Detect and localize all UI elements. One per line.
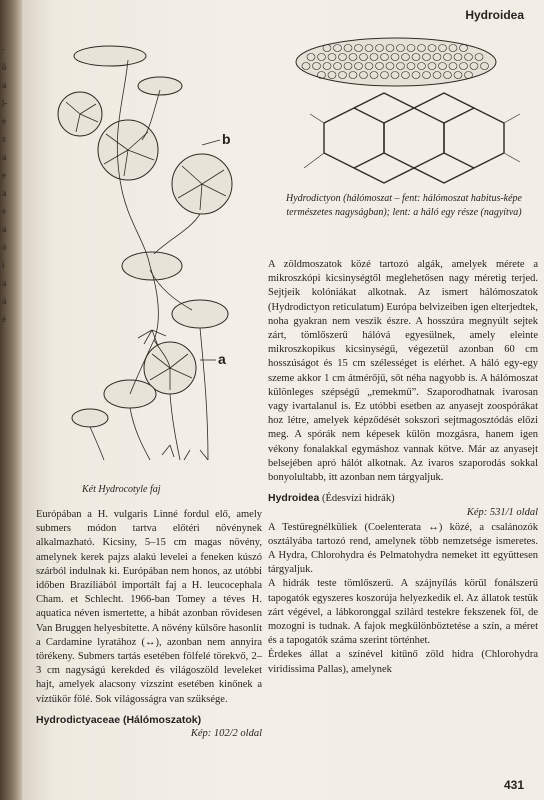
spine-letter: - [2, 44, 5, 54]
net-cells [324, 93, 504, 183]
running-header: Hydroidea [465, 8, 524, 22]
spine-letter: e [2, 116, 6, 126]
spine-letter: ő [2, 62, 7, 72]
spine-letter: a [2, 224, 7, 234]
spine-letter: é [2, 314, 6, 324]
leaf-shape [122, 252, 182, 280]
spine-letters [2, 40, 20, 740]
spine-letter: i [2, 260, 5, 270]
hydrodictyon-illustration [284, 28, 524, 188]
book-page [22, 0, 544, 800]
paragraph: A hidrák teste tömlőszerű. A szájnyílás körül fonálszerű tapogatók egyszeres koszorúja helyezkedik el. Az állatok testük zárt végével, a lábkoronggal szilárd testekre fekszenek föl, de mozogni is tudnak. A fajok megkülönböztetése a szín, a méret és a tapogatók száma szerint történhet. [268, 578, 538, 647]
paragraph: A Testüregnélküliek (Coelenterata ↔) közé, a csalánozók osztályába tartozó rend, amelynek több nemzetsége ismeretes. A Hydra, Chlorohydra és Pelmatohydra nemeket itt együttesen tárgyaljuk. [268, 521, 538, 576]
caption-text: Hydrodictyon (hálómoszat – fent: hálómoszat habitus-képe természetes nagyságban); lent: a háló egy része (nagyítva) [286, 193, 522, 218]
leaf-shape [74, 46, 146, 66]
page-number: 431 [503, 778, 524, 792]
left-text-column [36, 508, 262, 741]
leaf-shape [138, 77, 182, 95]
label-b: b [222, 131, 231, 147]
figure-caption-right [270, 192, 538, 220]
spine-letter: a [2, 278, 7, 288]
spine-letter: e [2, 170, 6, 180]
section-subtitle: (Édesvízi hidrák) [321, 493, 395, 505]
spine-letter: a [2, 188, 7, 198]
spine-letter: á [2, 296, 7, 306]
spine-letter: e [2, 206, 6, 216]
right-text-column [268, 258, 538, 677]
paragraph: A zöldmoszatok közé tartozó algák, amelyek mérete a mikroszkópi kicsinységtől meglehetősen nagy méretig terjed. Sejtjeik kolóniákat alkotnak. Az ismert hálómoszatok (Hydrodictyon reticulatum) Európa belvizeiben igen elterjedtek, noha gyakran nem veszik észre. A hosszúra megnyúlt sejtek zárt, tömlőszerű hálóvá egyesülnek, amely eleinte mikroszkopikus kicsinységű, végezetül azonban 60 cm hosszúságot és 15 cm szélességet is elérhet. A háló egy-egy szeme akkor 1 cm átmérőjű, sőt néha nagyobb is. A hálómoszat különleges szépségű „remekmű”. Szaporodhatnak ivarosan vagy ivartalanul is. Ez utóbbi esetben az anyasejt zoospórákat hoz létre, amelyek képződését sokszori sejtmagosztódás előzi meg. A spórák nem képesek külön mozgásra, hanem igen vékony fonalakkal egymáshoz vannak kötve. Már az anyasejt belsejében apró hálót alkotnak. Az ivaros szaporodás sokkal bonyolultabb, itt azonban nem tárgyaljuk. [268, 259, 538, 484]
leaf-shape [72, 409, 108, 427]
spine-letter: ó [2, 242, 7, 252]
spine-letter: a [2, 152, 7, 162]
section-title: Hydroidea [268, 492, 320, 505]
book-spine [0, 0, 22, 800]
spine-letter: l- [2, 98, 8, 108]
figure-caption-left: Két Hydrocotyle faj [82, 484, 161, 495]
section-heading [268, 491, 538, 506]
spine-letter: z [2, 134, 6, 144]
paragraph: Európában a H. vulgaris Linné fordul elő, amely submers módon tartva előtéri növénynek alkalmazható. Kicsiny, 5–15 cm magas növény, amelynek kerek pajzs alakú levelei a feneken kúszó szárból indulnak ki. Európában nem honos, az utóbbi időben Brazíliából importált faj a H. leucocephala Cham. et Schlecht. 1966-ban Tomey a téves H. aquatica néven ismertette, a hibát azonban rövidesen Van Bruggen helyesbítette. A növény külsőre hasonlít a Cardamine lyratához (↔), azonban nem annyira törékeny. Submers tartás esetében fölfelé törekvő, 2–3 cm nagyságú kerekded és világoszöld leveleket hajt, amelyek alacsony vízszint esetében kinőnek a víztükör fölé. Sok világosságra van szüksége. [36, 509, 262, 705]
leaf-shape [172, 300, 228, 328]
paragraph: Érdekes állat a színével kitűnő zöld hidra (Chlorohydra viridissima Pallas), amelynek [268, 649, 538, 675]
label-a: a [218, 351, 226, 367]
section-ref: Kép: 531/1 oldal [466, 507, 538, 519]
spine-letter: a [2, 80, 7, 90]
hydrocotyle-illustration [50, 40, 250, 470]
section-title: Hydrodictyaceae (Hálómoszatok) [36, 713, 202, 726]
section-ref: Kép: 102/2 oldal [190, 728, 262, 740]
